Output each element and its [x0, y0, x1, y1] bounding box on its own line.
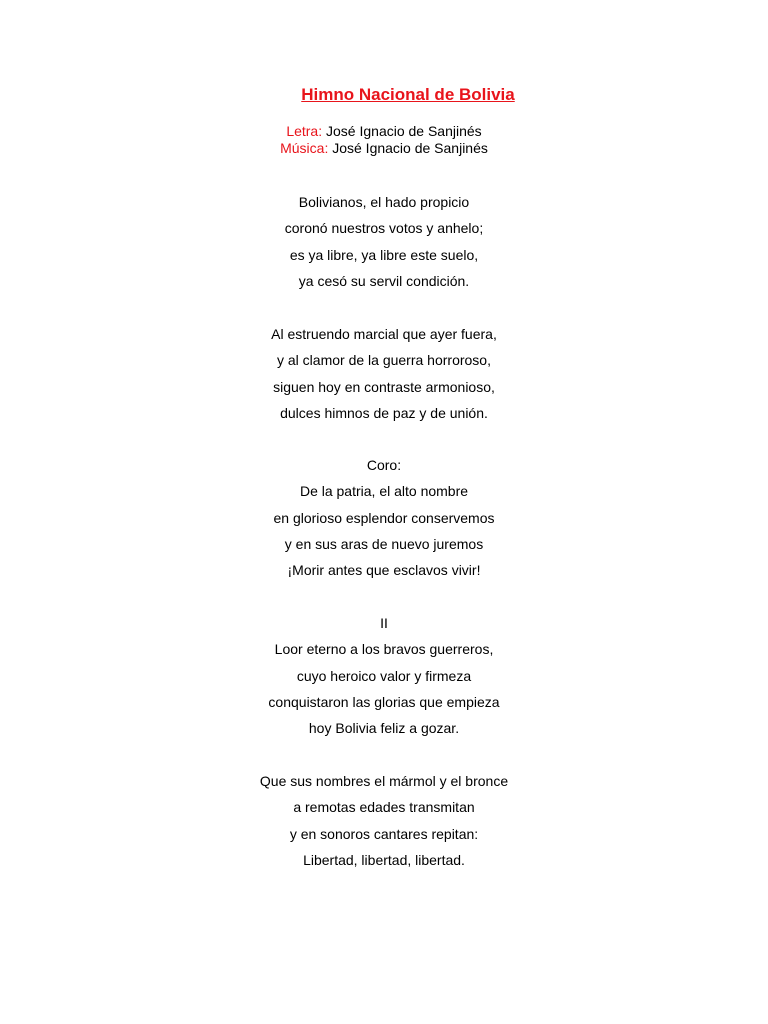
verse-line: siguen hoy en contraste armonioso, [273, 378, 495, 395]
verse-line: cuyo heroico valor y firmeza [296, 667, 472, 684]
chorus-heading: Coro: [366, 457, 402, 473]
verse-line: conquistaron las glorias que empieza [268, 693, 500, 710]
verse-line: Al estruendo marcial que ayer fuera, [271, 326, 497, 342]
verse-line: Bolivianos, el hado propicio [298, 194, 470, 210]
verse-line: coronó nuestros votos y anhelo; [284, 220, 484, 237]
verse-line: Loor eterno a los bravos guerreros, [274, 641, 494, 658]
verse-line: y en sus aras de nuevo juremos [284, 535, 484, 552]
verse-line: dulces himnos de paz y de unión. [280, 404, 488, 421]
document-title: Himno Nacional de Bolivia [301, 85, 515, 104]
verse-line: ya cesó su servil condición. [298, 272, 470, 289]
stanza-1 [0, 189, 768, 294]
verse-line: y al clamor de la guerra horroroso, [277, 352, 491, 369]
music-label: Música: [280, 140, 329, 156]
verse-line: ¡Morir antes que esclavos vivir! [287, 562, 481, 579]
lyrics-credit [0, 123, 768, 140]
section-2 [0, 610, 768, 741]
music-author: José Ignacio de Sanjinés [332, 140, 488, 156]
music-credit [0, 140, 768, 157]
verse-line: hoy Bolivia feliz a gozar. [308, 720, 460, 737]
verse-line: Libertad, libertad, libertad. [303, 851, 465, 868]
verse-line: es ya libre, ya libre este suelo, [289, 246, 479, 263]
chorus [0, 452, 768, 583]
section-heading: II [380, 615, 388, 631]
stanza-2 [0, 321, 768, 426]
credits-block [0, 123, 768, 157]
lyrics-author: José Ignacio de Sanjinés [326, 123, 482, 139]
section-2-stanza-2 [0, 768, 768, 873]
verse-line: y en sonoros cantares repitan: [289, 825, 479, 842]
verse-line: en glorioso esplendor conservemos [273, 509, 495, 526]
verse-line: De la patria, el alto nombre [299, 483, 469, 500]
verse-line: Que sus nombres el mármol y el bronce [259, 773, 509, 789]
lyrics-label: Letra: [286, 123, 323, 139]
verse-line: a remotas edades transmitan [293, 799, 475, 816]
